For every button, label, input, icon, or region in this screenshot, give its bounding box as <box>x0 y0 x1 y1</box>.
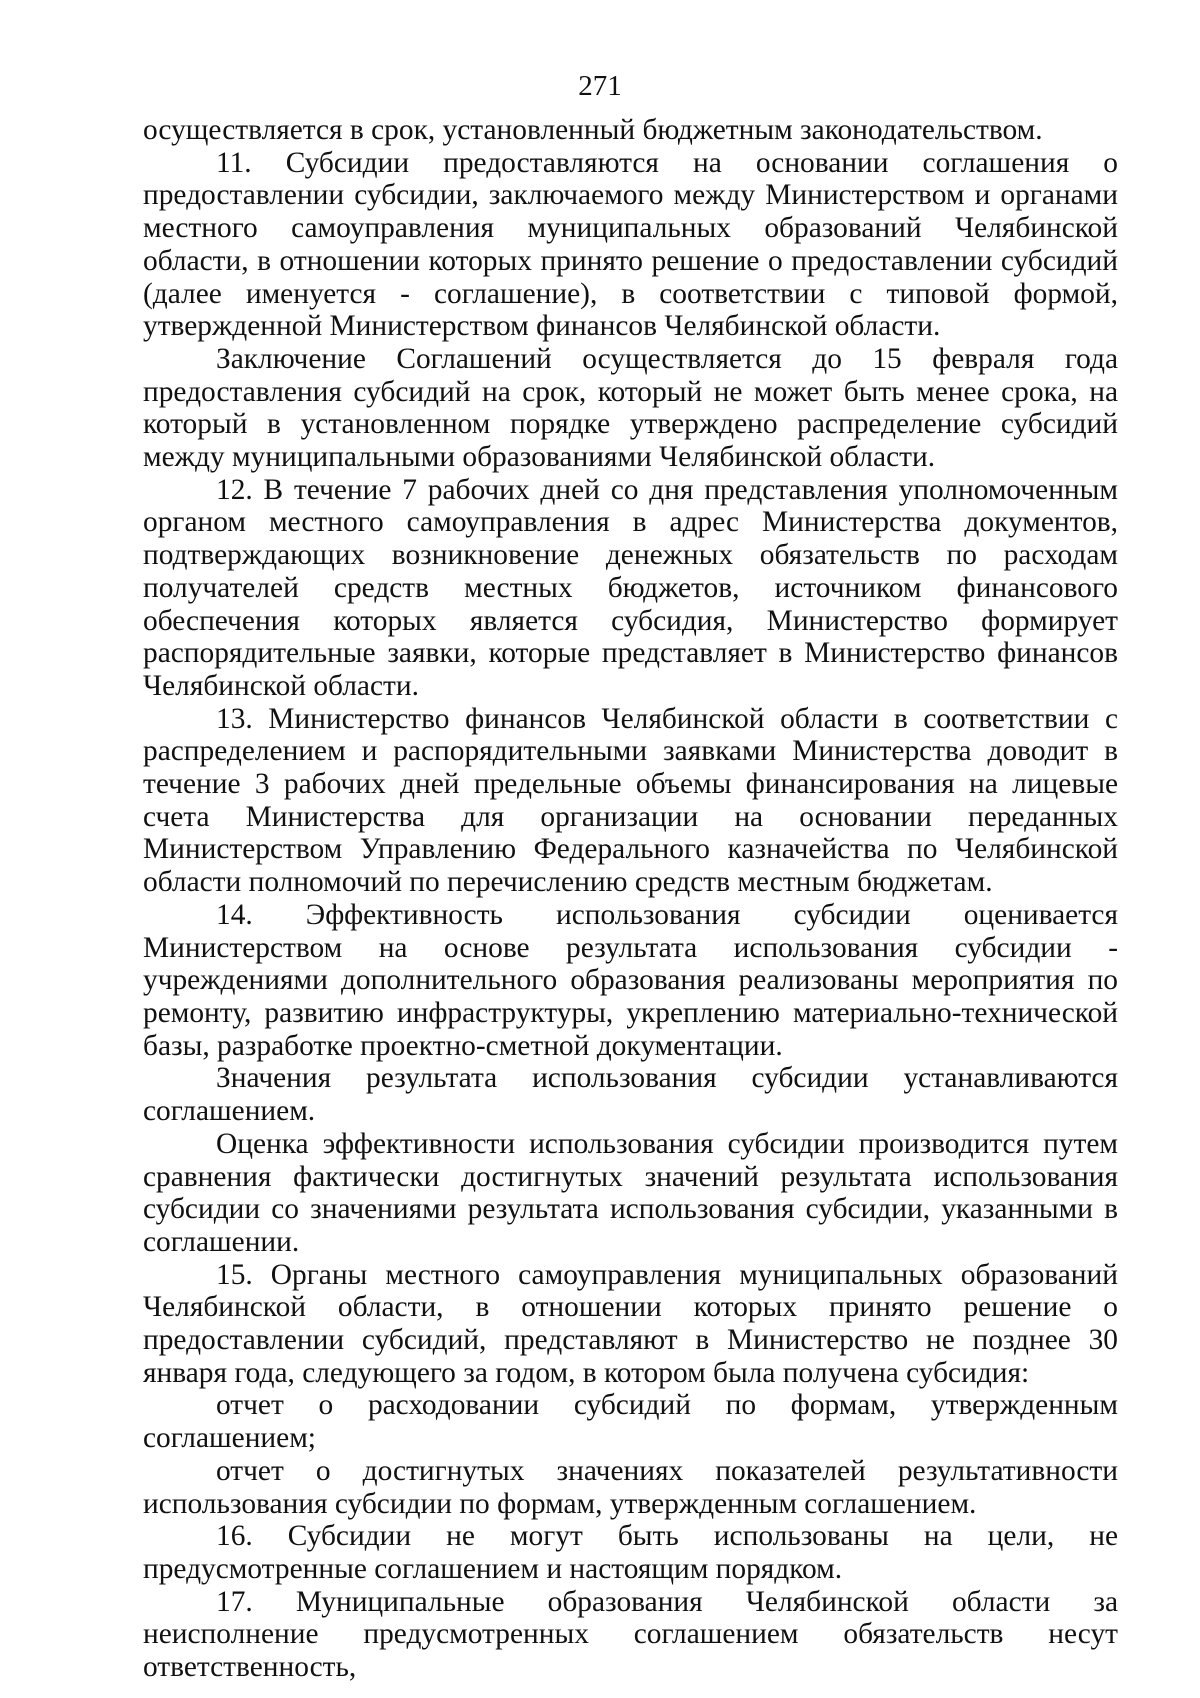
paragraph-agreements: Заключение Соглашений осуществляется до 15 февраля года предоставления субсидий на срок, который не может быть менее срока, на который в установленном порядке утверждено распределение субсидий между муниципальными образованиями Челябинской области. <box>143 342 1118 474</box>
paragraph-13: 13. Министерство финансов Челябинской области в соответствии с распределением и распорядительными заявками Министерства доводит в течение 3 рабочих дней предельные объемы финансирования на лицевые счета Министерства для организации на основании переданных Министерством Управлению Федерального казначейства по Челябинской области полномочий по перечислению средств местным бюджетам. <box>143 702 1118 899</box>
paragraph-17: 17. Муниципальные образования Челябинской области за неисполнение предусмотренных соглашением обязательств несут ответственность, <box>143 1585 1118 1684</box>
paragraph-14: 14. Эффективность использования субсидии оценивается Министерством на основе результата использования субсидии - учреждениями дополнительного образования реализованы мероприятия по ремонту, развитию инфраструктуры, укреплению материально-технической базы, разработке проектно-сметной документации. <box>143 898 1118 1062</box>
paragraph-11: 11. Субсидии предоставляются на основании соглашения о предоставлении субсидии, заключаемого между Министерством и органами местного самоуправления муниципальных образований Челябинской области, в отношении которых принято решение о предоставлении субсидий (далее именуется - соглашение), в соответствии с типовой формой, утвержденной Министерством финансов Челябинской области. <box>143 146 1118 343</box>
paragraph-12: 12. В течение 7 рабочих дней со дня представления уполномоченным органом местного самоуправления в адрес Министерства документов, подтверждающих возникновение денежных обязательств по расходам получателей средств местных бюджетов, источником финансового обеспечения которых является субсидия, Министерство формирует распорядительные заявки, которые представляет в Министерство финансов Челябинской области. <box>143 473 1118 702</box>
page-number: 271 <box>578 70 622 102</box>
document-body <box>143 114 1118 1684</box>
paragraph-efficiency-assessment: Оценка эффективности использования субсидии производится путем сравнения фактически достигнутых значений результата использования субсидии со значениями результата использования субсидии, указанными в соглашении. <box>143 1127 1118 1258</box>
paragraph-continuation: осуществляется в срок, установленный бюджетным законодательством. <box>143 114 1043 146</box>
paragraph-15: 15. Органы местного самоуправления муниципальных образований Челябинской области, в отношении которых принято решение о предоставлении субсидий, представляют в Министерство не позднее 30 января года, следующего за годом, в котором была получена субсидия: <box>143 1258 1118 1389</box>
paragraph-report-indicators: отчет о достигнутых значениях показателей результативности использования субсидии по формам, утвержденным соглашением. <box>143 1454 1118 1520</box>
paragraph-16: 16. Субсидии не могут быть использованы на цели, не предусмотренные соглашением и настоящим порядком. <box>143 1520 1118 1585</box>
paragraph-result-values: Значения результата использования субсидии устанавливаются соглашением. <box>143 1062 1118 1128</box>
paragraph-report-expenditure: отчет о расходовании субсидий по формам, утвержденным соглашением; <box>143 1389 1118 1455</box>
